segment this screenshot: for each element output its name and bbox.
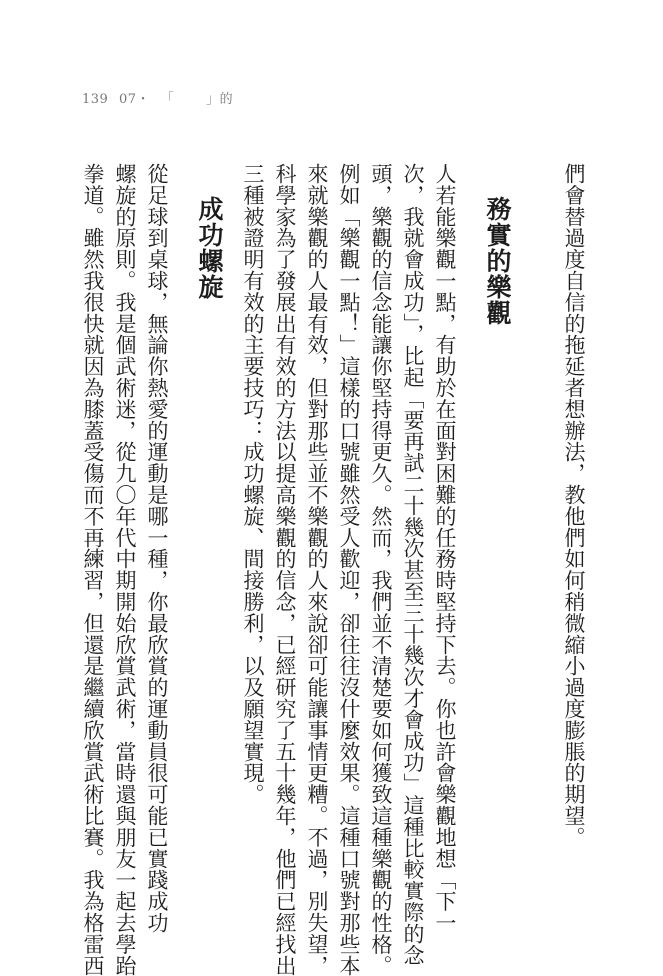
running-header (82, 88, 239, 107)
section-heading-success-spiral: 成功螺旋 (195, 196, 224, 300)
text-column: 次，我就會成功」，比起「要再試二十幾次甚至三十幾次才會成功」這種比較實際的念 (401, 163, 425, 966)
section-heading-realistic-optimism: 務實的樂觀 (483, 196, 512, 326)
chapter-title-close: 」的 (206, 92, 234, 107)
text-column: 人若能樂觀一點，有助於在面對困難的任務時堅持下去。你也許會樂觀地想「下一 (433, 163, 457, 934)
chapter-number: 07・ (118, 92, 151, 107)
text-column: 例如「樂觀一點！」這樣的口號雖然受人歡迎，卻往往沒什麼效果。這種口號對那些本 (337, 163, 361, 976)
text-column: 們會替過度自信的拖延者想辦法，教他們如何稍微縮小過度膨脹的期望。 (562, 163, 586, 848)
text-column: 從足球到桌球，無論你熱愛的運動是哪一種，你最欣賞的運動員很可能已實踐成功 (145, 163, 169, 934)
text-column: 來就樂觀的人最有效，但對那些並不樂觀的人來說卻可能讓事情更糟。不過，別失望， (305, 163, 329, 976)
text-column: 頭，樂觀的信念能讓你堅持得更久。然而，我們並不清楚要如何獲致這種樂觀的性格。 (369, 163, 393, 976)
text-column: 三種被證明有效的主要技巧：成功螺旋、間接勝利，以及願望實現。 (241, 163, 265, 805)
page-number: 139 (82, 92, 109, 107)
text-column: 螺旋的原則。我是個武術迷，從九〇年代中期開始欣賞武術，當時還與朋友一起去學跆 (113, 163, 137, 976)
text-column: 拳道。雖然我很快就因為膝蓋受傷而不再練習，但還是繼續欣賞武術比賽。我為格雷西 (81, 163, 105, 976)
chapter-title-open: 「 (160, 92, 175, 107)
text-column: 科學家為了發展出有效的方法以提高樂觀的信念，已經研究了五十幾年，他們已經找出 (273, 163, 297, 976)
